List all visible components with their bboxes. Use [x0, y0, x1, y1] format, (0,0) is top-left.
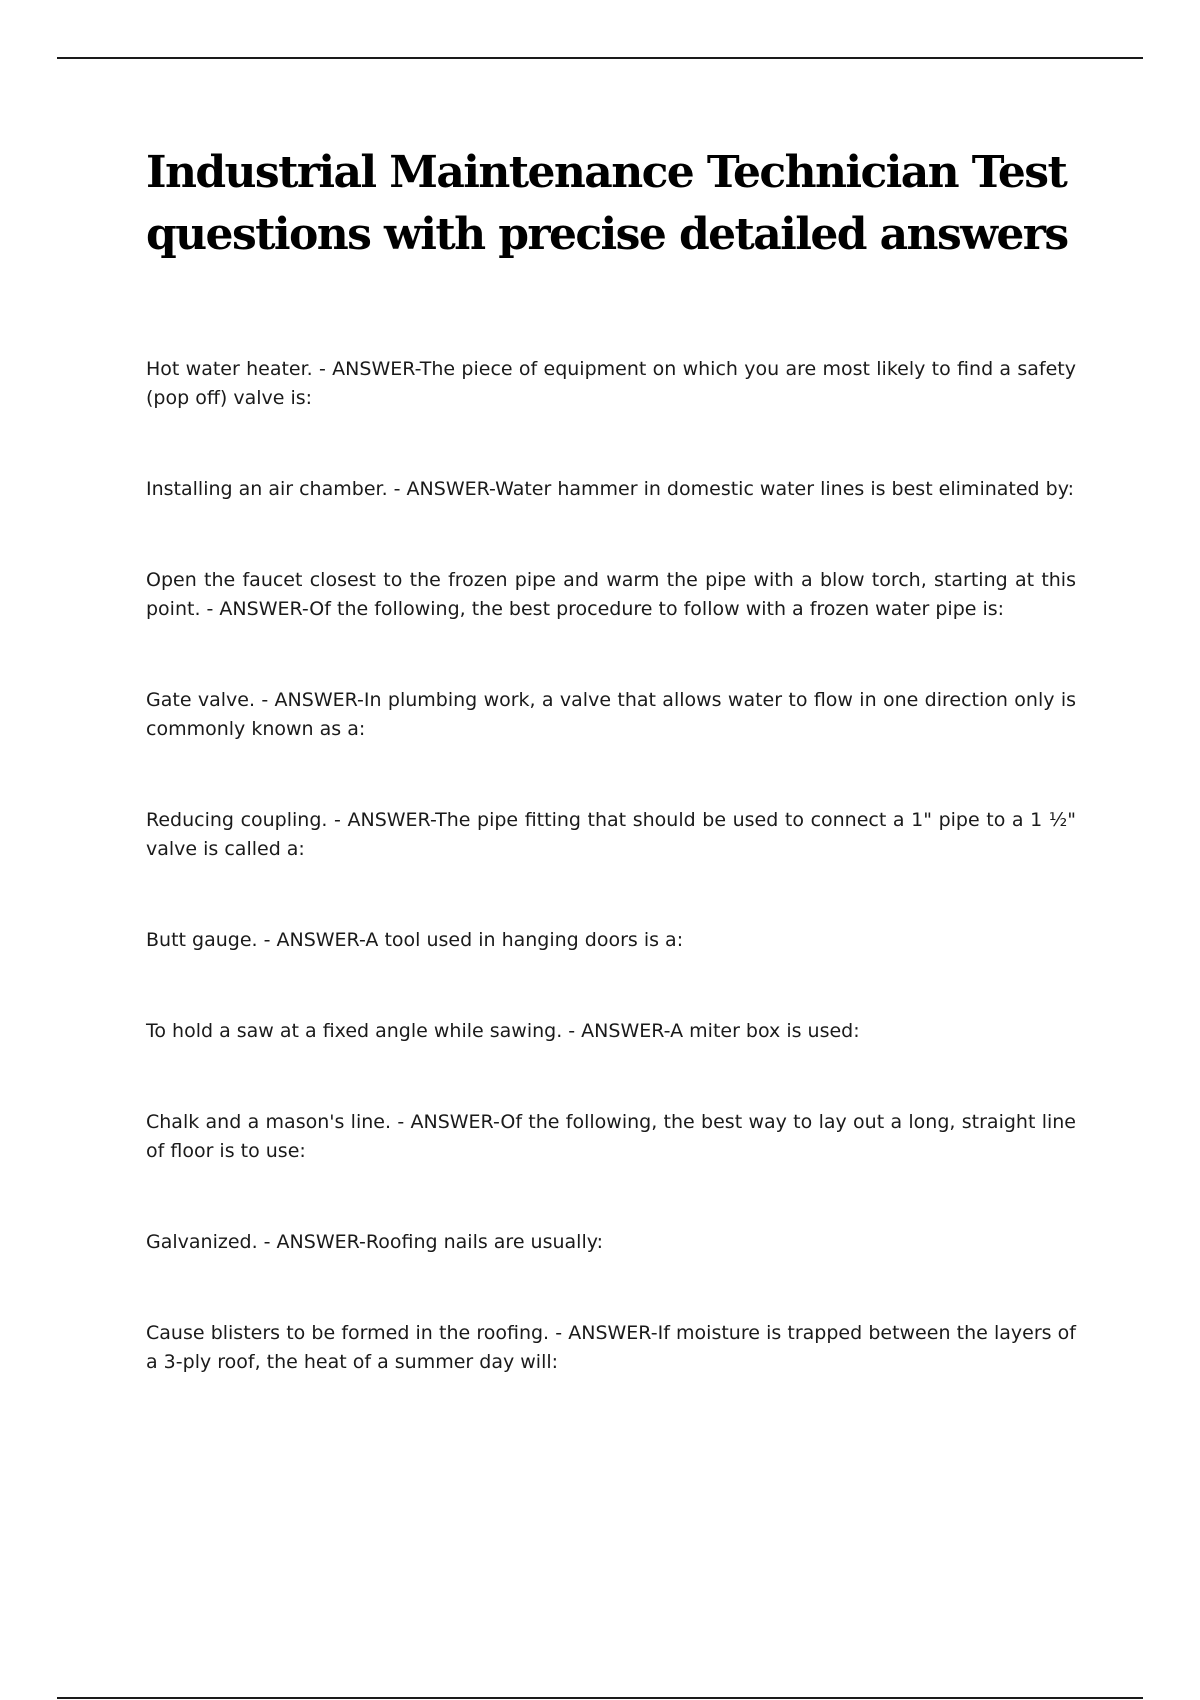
qa-item: Butt gauge. - ANSWER-A tool used in hanging doors is a:: [146, 929, 684, 951]
qa-item: To hold a saw at a fixed angle while sawing. - ANSWER-A miter box is used:: [146, 1020, 860, 1042]
document-title: Industrial Maintenance Technician Test questions with precise detailed answers: [146, 147, 1068, 260]
qa-item: Chalk and a mason's line. - ANSWER-Of the following, the best way to lay out a long, straight line of floor is to use:: [146, 1111, 1076, 1162]
qa-item: Reducing coupling. - ANSWER-The pipe fitting that should be used to connect a 1" pipe to a 1 ½" valve is called a:: [146, 809, 1076, 860]
top-rule: [57, 57, 1143, 59]
qa-item: Galvanized. - ANSWER-Roofing nails are usually:: [146, 1231, 604, 1253]
qa-item: Open the faucet closest to the frozen pipe and warm the pipe with a blow torch, starting at this point. - ANSWER-Of the following, the best procedure to follow with a frozen water pipe is:: [146, 569, 1076, 620]
bottom-rule: [57, 1697, 1143, 1699]
qa-item: Cause blisters to be formed in the roofing. - ANSWER-If moisture is trapped between the layers of a 3-ply roof, the heat of a summer day will:: [146, 1322, 1076, 1373]
qa-item: Gate valve. - ANSWER-In plumbing work, a valve that allows water to flow in one direction only is commonly known as a:: [146, 689, 1076, 740]
qa-list: [146, 355, 1076, 1439]
qa-item: Installing an air chamber. - ANSWER-Water hammer in domestic water lines is best eliminated by:: [146, 478, 1074, 500]
qa-item: Hot water heater. - ANSWER-The piece of equipment on which you are most likely to find a safety (pop off) valve is:: [146, 358, 1076, 409]
